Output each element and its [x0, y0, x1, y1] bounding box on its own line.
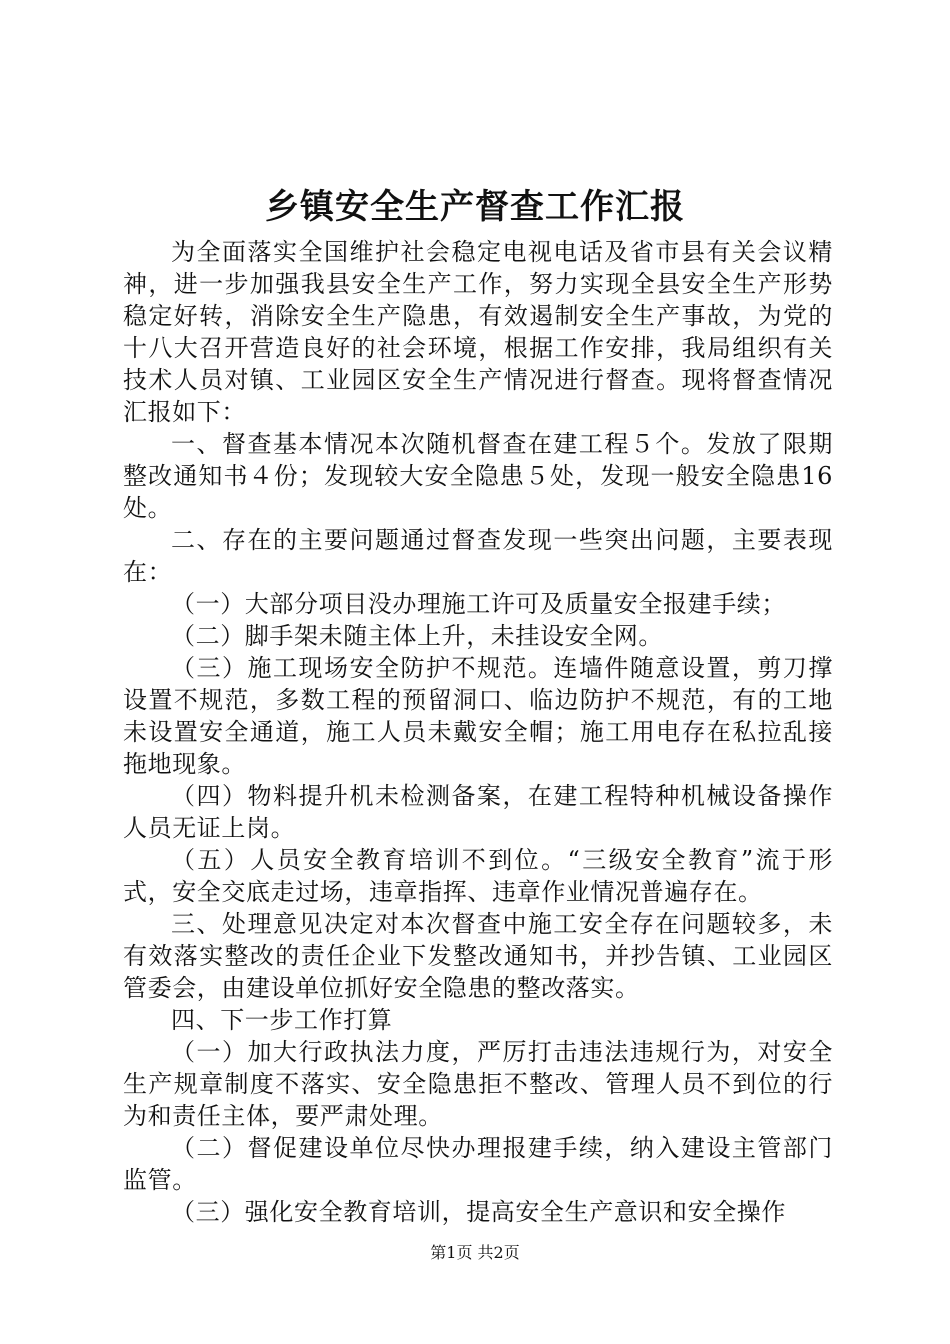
paragraph-plan-1: （一）加大行政执法力度，严厉打击违法违规行为，对安全生产规章制度不落实、安全隐患拒不整改、管理人员不到位的行为和责任主体，要严肃处理。	[123, 1038, 833, 1130]
paragraph-issue-4: （四）物料提升机未检测备案，在建工程特种机械设备操作人员无证上岗。	[123, 782, 833, 842]
paragraph-issue-3: （三）施工现场安全防护不规范。连墙件随意设置，剪刀撑设置不规范，多数工程的预留洞口、临边防护不规范，有的工地未设置安全通道，施工人员未戴安全帽；施工用电存在私拉乱接拖地现象。	[123, 654, 833, 778]
paragraph-section-4: 四、下一步工作打算	[171, 1006, 393, 1034]
paragraph-issue-5: （五）人员安全教育培训不到位。“三级安全教育”流于形式，安全交底走过场，违章指挥、违章作业情况普遍存在。	[123, 846, 833, 906]
paragraph-plan-3: （三）强化安全教育培训，提高安全生产意识和安全操作	[171, 1198, 786, 1226]
paragraph-section-3: 三、处理意见决定对本次督查中施工安全存在问题较多，未有效落实整改的责任企业下发整改通知书，并抄告镇、工业园区管委会，由建设单位抓好安全隐患的整改落实。	[123, 910, 833, 1002]
document-body	[123, 236, 833, 1228]
paragraph-section-1: 一、督查基本情况本次随机督查在建工程５个。发放了限期整改通知书４份；发现较大安全隐患５处，发现一般安全隐患16处。	[123, 430, 833, 522]
paragraph-plan-2: （二）督促建设单位尽快办理报建手续，纳入建设主管部门监管。	[123, 1134, 833, 1194]
page-number-footer: 第1页 共2页	[430, 1243, 520, 1262]
paragraph-issue-1: （一）大部分项目没办理施工许可及质量安全报建手续；	[171, 590, 786, 618]
document-title: 乡镇安全生产督查工作汇报	[265, 187, 685, 227]
paragraph-intro: 为全面落实全国维护社会稳定电视电话及省市县有关会议精神，进一步加强我县安全生产工作，努力实现全县安全生产形势稳定好转，消除安全生产隐患，有效遏制安全生产事故，为党的十八大召开营造良好的社会环境，根据工作安排，我局组织有关技术人员对镇、工业园区安全生产情况进行督查。现将督查情况汇报如下：	[123, 238, 833, 426]
paragraph-section-2: 二、存在的主要问题通过督查发现一些突出问题，主要表现在：	[123, 526, 833, 586]
paragraph-issue-2: （二）脚手架未随主体上升，未挂设安全网。	[171, 622, 663, 650]
